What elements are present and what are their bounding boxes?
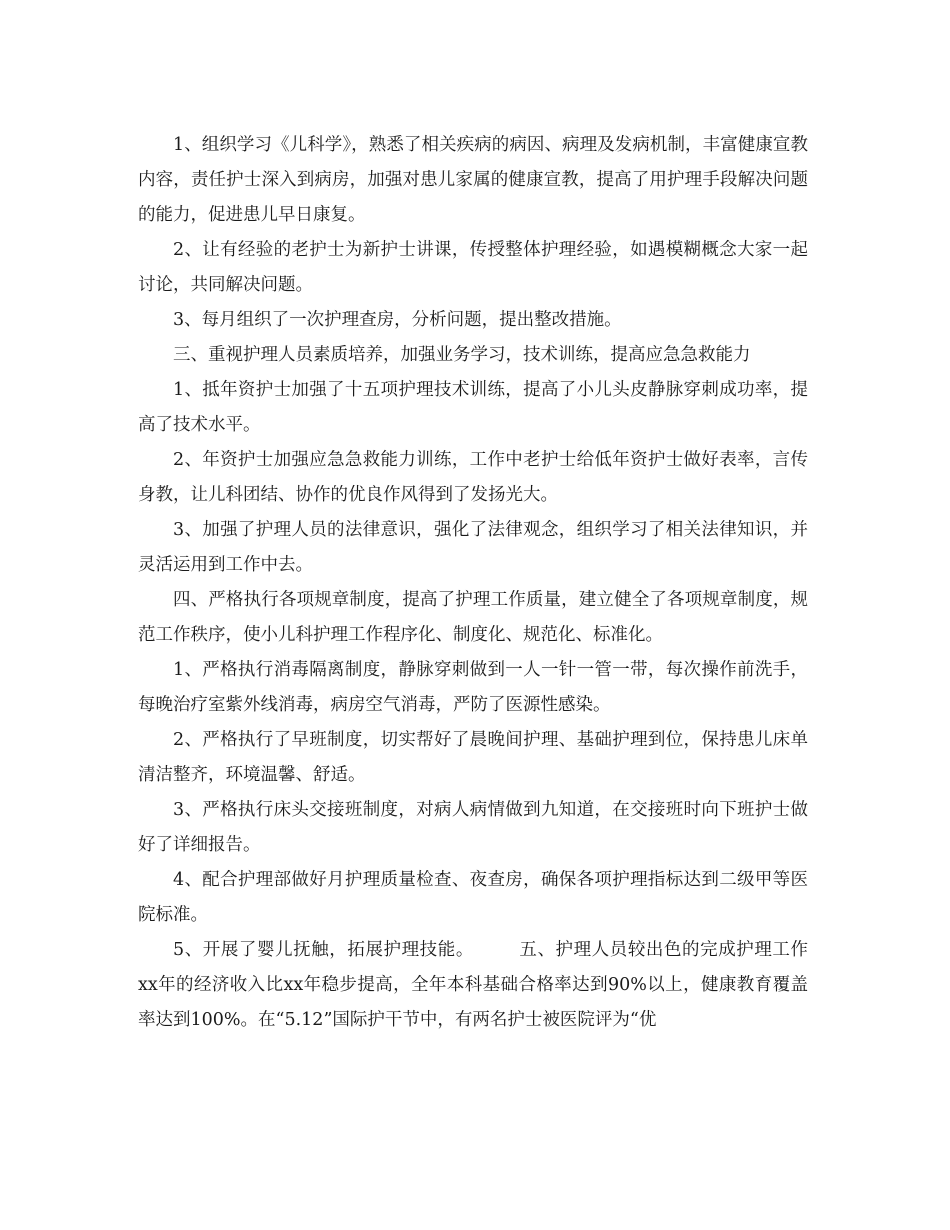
paragraph-3: 3、每月组织了一次护理查房，分析问题，提出整改措施。 [173,310,622,330]
paragraph-10: 4、配合护理部做好月护理质量检查、夜查房，确保各项护理指标达到二级甲等医院标准。 [138,870,808,925]
paragraph-1: 1、组织学习《儿科学》，熟悉了相关疾病的病因、病理及发病机制，丰富健康宣教内容，责任护士深入到病房，加强对患儿家属的健康宣教，提高了用护理手段解决问题的能力，促进患儿早日康复。 [138,135,808,225]
section-heading-3: 三、重视护理人员素质培养，加强业务学习，技术训练，提高应急急救能力 [173,345,751,365]
paragraph-6: 3、加强了护理人员的法律意识，强化了法律观念，组织学习了相关法律知识，并灵活运用到工作中去。 [138,520,808,575]
paragraph-8: 2、严格执行了早班制度，切实帮好了晨晚间护理、基础护理到位，保持患儿床单清洁整齐，环境温馨、舒适。 [138,730,808,785]
paragraph-7: 1、严格执行消毒隔离制度，静脉穿刺做到一人一针一管一带，每次操作前洗手，每晚治疗室紫外线消毒，病房空气消毒，严防了医源性感染。 [138,660,808,715]
paragraph-9: 3、严格执行床头交接班制度，对病人病情做到九知道，在交接班时向下班护士做好了详细报告。 [138,800,808,855]
paragraph-2: 2、让有经验的老护士为新护士讲课，传授整体护理经验，如遇模糊概念大家一起讨论，共同解决问题。 [138,240,808,295]
document-body [138,128,843,1038]
section-heading-4: 四、严格执行各项规章制度，提高了护理工作质量，建立健全了各项规章制度，规范工作秩序，使小儿科护理工作程序化、制度化、规范化、标准化。 [138,590,808,645]
paragraph-11: 5、开展了婴儿抚触，拓展护理技能。 五、护理人员较出色的完成护理工作 xx年的经济收入比xx年稳步提高，全年本科基础合格率达到90%以上，健康教育覆盖率达到100%。在“5.12”国际护干节中，有两名护士被医院评为“优 [138,940,843,1030]
paragraph-4: 1、抵年资护士加强了十五项护理技术训练，提高了小儿头皮静脉穿刺成功率，提高了技术水平。 [138,380,808,435]
paragraph-5: 2、年资护士加强应急急救能力训练，工作中老护士给低年资护士做好表率，言传身教，让儿科团结、协作的优良作风得到了发扬光大。 [138,450,808,505]
